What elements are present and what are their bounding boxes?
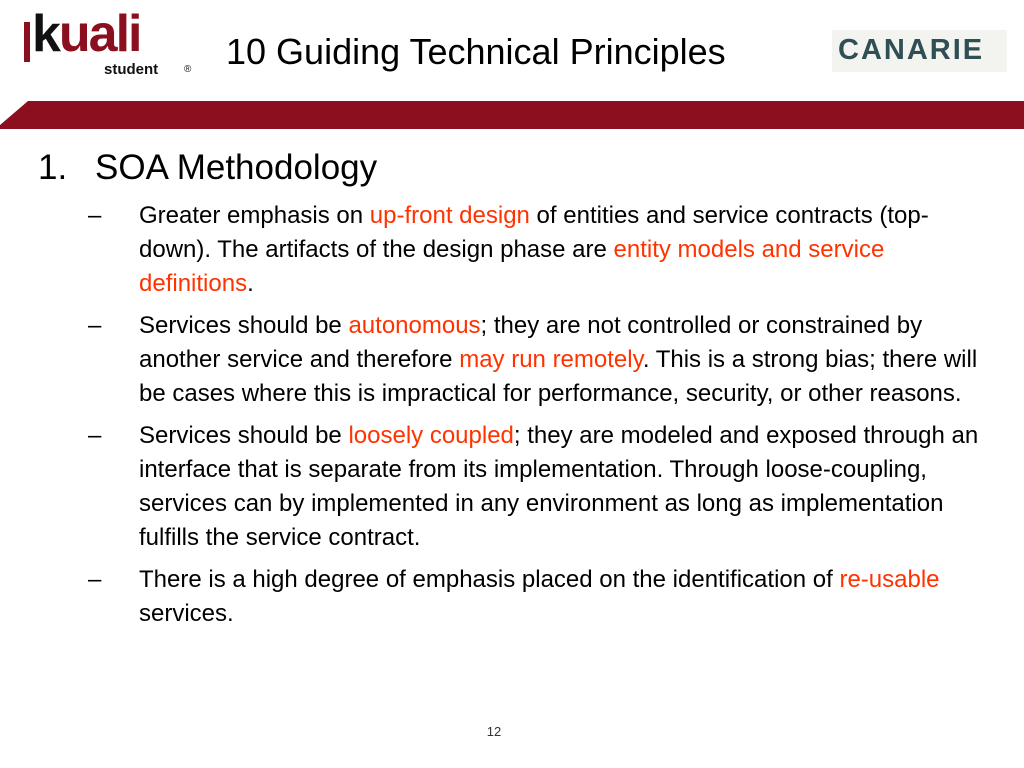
bullet-highlight: autonomous [348, 312, 481, 339]
bullet-text: ; they are modeled and exposed through an interface that is separate from its implementation. Through loose-coupling, services can by implemented in any environment as long as implementation fulfills the service contract. [139, 422, 979, 551]
bullet-highlight: entity models and service definitions [139, 236, 885, 297]
title-divider-shape [0, 101, 1024, 129]
bullet-item [88, 419, 988, 555]
bullet-dash: – [88, 312, 102, 339]
bullet-text: of entities and service contracts (top-down). The artifacts of the design phase are [139, 202, 929, 263]
registered-mark: ® [184, 64, 192, 75]
section-number: 1. [38, 148, 68, 187]
bullet-text: Services should be [139, 312, 349, 339]
kuali-logo-letter: k [32, 5, 59, 63]
bullet-highlight: up-front design [369, 202, 530, 229]
bullet-text: . [247, 270, 254, 297]
section-heading [38, 150, 377, 185]
bullet-highlight: may run remotely [459, 346, 643, 373]
bullet-item [88, 563, 988, 631]
bullet-dash: – [88, 566, 102, 593]
bullet-text: There is a high degree of emphasis placed on the identification of [139, 566, 840, 593]
canarie-logo-text: CANARIE [838, 34, 985, 66]
bullet-text: services. [139, 600, 234, 627]
slide-title: 10 Guiding Technical Principles [226, 31, 726, 72]
bullet-text: Services should be [139, 422, 349, 449]
bullet-highlight: re-usable [839, 566, 940, 593]
kuali-logo-word: uali [58, 5, 141, 63]
section-title: SOA Methodology [95, 148, 378, 187]
page-number: 12 [486, 724, 502, 739]
bullet-text: . This is a strong bias; there will be cases where this is impractical for performance, security, or other reasons. [139, 346, 978, 407]
bullet-dash: – [88, 422, 102, 449]
bullet-item [88, 199, 988, 301]
bullet-list [88, 199, 988, 639]
bullet-text: Greater emphasis on [139, 202, 370, 229]
bullet-item [88, 309, 988, 411]
bullet-text: ; they are not controlled or constrained by another service and therefore [139, 312, 923, 373]
bullet-highlight: loosely coupled [348, 422, 514, 449]
bullet-dash: – [88, 202, 102, 229]
kuali-logo-subtitle: student [104, 61, 159, 78]
